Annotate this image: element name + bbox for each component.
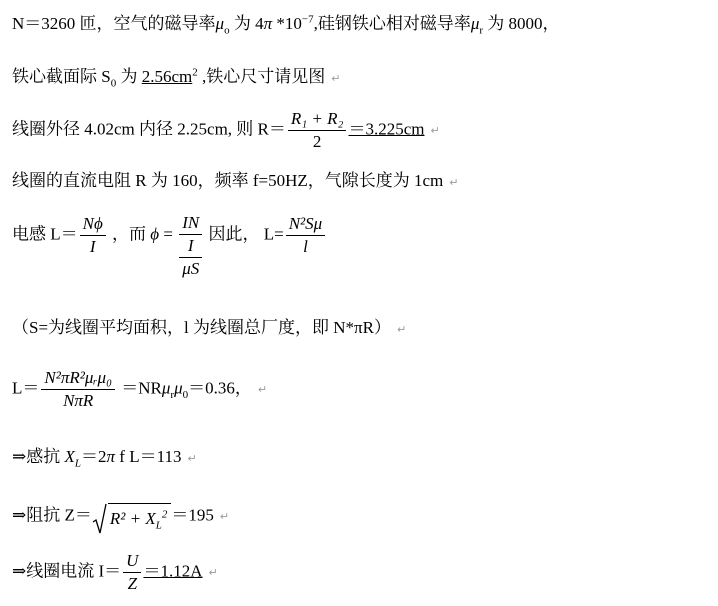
subscript: L <box>74 457 82 470</box>
text-segment: 线圈电流 I＝ <box>26 561 122 581</box>
text-segment: 感抗 <box>26 447 65 466</box>
text-line-8 <box>12 447 197 469</box>
radical-sign-icon <box>92 503 108 535</box>
text-segment: 线圈外径 4.02cm 内径 2.25cm, 则 R＝ <box>12 119 286 139</box>
text-segment: ,铁心尺寸请见图 <box>197 67 326 86</box>
fraction-numerator: R₁ + R₂ <box>288 108 347 131</box>
fraction-denominator <box>179 235 202 280</box>
fraction-numerator: U <box>123 550 141 573</box>
text-segment: （S=为线圈平均面积，l 为线圈总厂度，即 N*πR） <box>12 318 391 337</box>
text-line-3 <box>12 108 440 153</box>
fraction <box>123 550 141 595</box>
fraction-numerator: N²πR²μᵣμ₀ <box>41 367 115 390</box>
mu-symbol: μ <box>174 378 183 398</box>
radicand <box>108 503 171 530</box>
text-segment: 为 8000， <box>483 14 560 33</box>
text-segment: *10 <box>272 14 302 33</box>
text-line-4 <box>12 171 459 193</box>
mu-symbol: μ <box>215 14 225 33</box>
mu-subscript: r <box>479 24 484 37</box>
text-line-9 <box>12 503 229 530</box>
text-segment: f L＝113 <box>115 447 182 466</box>
fraction <box>41 367 115 412</box>
fraction-numerator: IN <box>179 212 202 235</box>
area-value: 2.56cm <box>141 67 193 86</box>
return-mark-icon: ↵ <box>449 176 459 189</box>
exponent: 2 <box>161 508 168 521</box>
subscript: 0 <box>110 77 117 90</box>
text-segment: ＝0.36， <box>188 378 252 398</box>
pi-symbol: π <box>263 14 273 33</box>
fraction <box>286 213 325 258</box>
text-segment: 因此， L= <box>204 224 284 244</box>
fraction-numerator: I <box>179 235 202 258</box>
return-mark-icon: ↵ <box>430 124 440 138</box>
subscript: 0 <box>182 388 189 401</box>
text-segment: 线圈的直流电阻 R 为 160，频率 f=50HZ，气隙长度为 1cm <box>12 171 444 190</box>
return-mark-icon: ↵ <box>331 72 341 85</box>
subscript: L <box>155 519 162 532</box>
return-mark-icon: ↵ <box>187 452 197 465</box>
implies-arrow-icon: ⇒ <box>12 447 27 466</box>
reactance-symbol: X <box>64 447 75 466</box>
return-mark-icon: ↵ <box>208 566 218 580</box>
exponent: −7 <box>301 13 314 26</box>
text-segment: 为 4 <box>229 14 264 33</box>
inner-fraction <box>179 235 202 280</box>
return-mark-icon: ↵ <box>219 510 230 524</box>
fraction-denominator: I <box>89 237 96 256</box>
mu-symbol: μ <box>470 14 480 33</box>
fraction-denominator: μS <box>182 259 200 278</box>
return-mark-icon: ↵ <box>257 383 268 397</box>
text-segment: ，而 <box>107 224 151 244</box>
radicand-text: R² + X <box>109 509 156 528</box>
text-line-10 <box>12 550 218 595</box>
text-line-1 <box>12 13 560 37</box>
pi-symbol: π <box>106 447 116 466</box>
mu-subscript: o <box>224 24 230 37</box>
fraction-denominator: l <box>303 237 308 256</box>
text-segment: L＝ <box>12 378 40 398</box>
subscript: r <box>170 388 175 401</box>
return-mark-icon: ↵ <box>396 323 407 336</box>
square-root <box>92 503 171 530</box>
text-segment: ＝NR <box>116 378 162 398</box>
text-segment: 阻抗 Z＝ <box>26 505 92 525</box>
text-line-5 <box>12 212 327 280</box>
phi-symbol: ϕ <box>150 224 160 244</box>
turns-and-air-permeability-text: N＝3260 匝，空气的磁导率 <box>12 14 216 33</box>
text-segment: ＝2 <box>81 447 107 466</box>
text-segment: ,硅钢铁心相对磁导率 <box>313 14 471 33</box>
fraction <box>288 108 347 153</box>
fraction-denominator: Z <box>127 574 138 593</box>
fraction-denominator: NπR <box>63 391 94 410</box>
fraction-numerator: Nϕ <box>80 213 106 236</box>
mu-symbol: μ <box>161 378 171 398</box>
fraction-denominator: 2 <box>312 132 322 151</box>
text-segment: = <box>159 224 178 244</box>
text-segment: 为 <box>116 67 142 86</box>
implies-arrow-icon: ⇒ <box>12 505 27 525</box>
implies-arrow-icon: ⇒ <box>12 561 27 581</box>
text-segment: 电感 L＝ <box>12 224 78 244</box>
text-line-2 <box>12 67 340 89</box>
text-segment: ＝195 <box>171 505 214 525</box>
fraction <box>80 213 106 258</box>
text-segment: ＝1.12A <box>143 561 203 581</box>
text-segment: ＝3.225cm <box>348 119 425 139</box>
text-line-7 <box>12 367 267 412</box>
fraction-numerator: N²Sμ <box>286 213 325 236</box>
text-line-6 <box>12 318 406 340</box>
text-segment: 铁心截面际 S <box>12 67 111 86</box>
exponent: 2 <box>192 66 198 79</box>
compound-fraction <box>179 212 202 280</box>
